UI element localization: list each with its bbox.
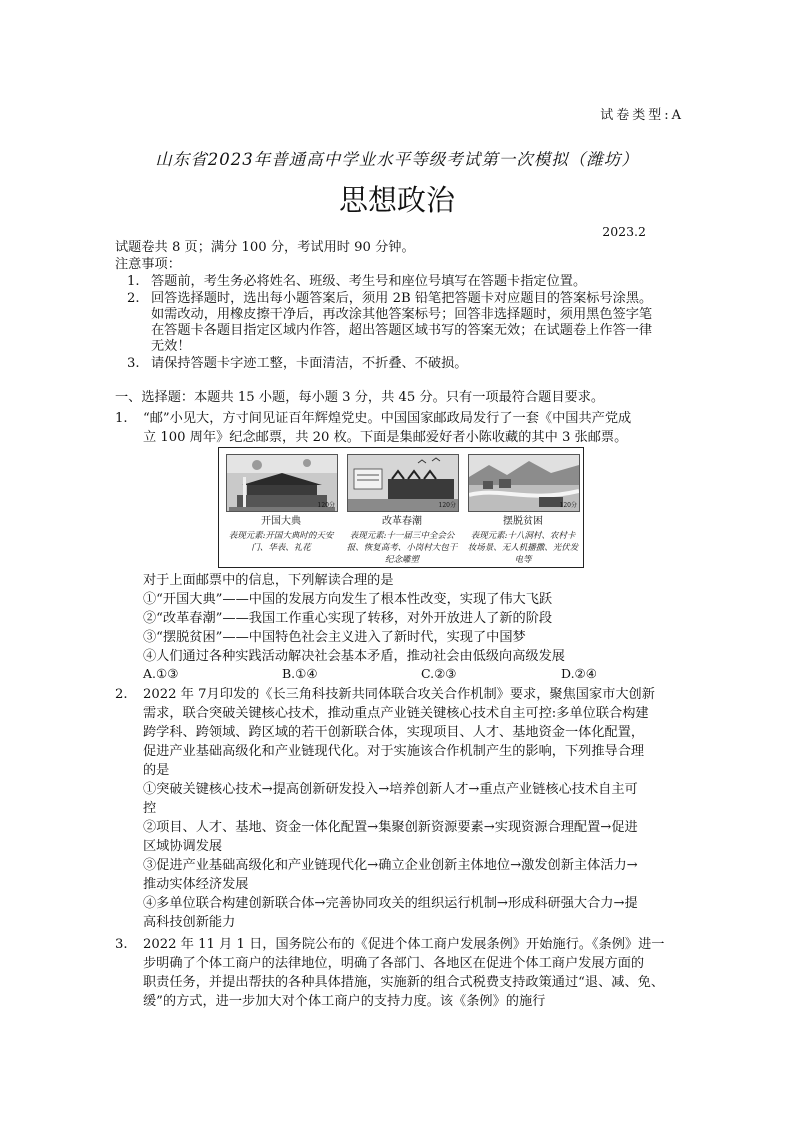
stamp-image bbox=[226, 454, 338, 512]
stamp-poverty-alleviation bbox=[465, 452, 581, 565]
notice-line: 请保持答题卡字迹工整，卡面清洁，不折叠、不破损。 bbox=[151, 356, 468, 371]
exam-title: 山东省2023年普通高中学业水平等级考试第一次模拟（潍坊） bbox=[155, 150, 639, 169]
choice-item: ③“摆脱贫困”——中国特色社会主义进入了新时代，实现了中国梦 bbox=[143, 630, 526, 645]
notice-number: 1. bbox=[127, 274, 140, 289]
section-heading: 一、选择题：本题共 15 小题，每小题 3 分，共 45 分。只有一项最符合题目要求。 bbox=[115, 390, 605, 405]
choice-item: ①“开国大典”——中国的发展方向发生了根本性改变，实现了伟大飞跃 bbox=[143, 592, 553, 607]
question-stem-line: 跨学科、跨领域、跨区域的若干创新联合体，实现项目、人才、基地资金一体化配置， bbox=[143, 725, 645, 740]
stamp-description: 表现元素:开国大典时的天安门、华表、礼花 bbox=[228, 531, 334, 553]
answer-option-a: A.①③ bbox=[143, 666, 179, 681]
stamp-figure bbox=[218, 447, 584, 568]
question-stem-line: 缓”的方式，进一步加大对个体工商户的支持力度。该《条例》的施行 bbox=[143, 994, 546, 1009]
question-stem-line: 需求，联合突破关键核心技术，推动重点产业链关键核心技术自主可控:多单位联合构建 bbox=[143, 706, 649, 721]
notice-line: 答题前，考生务必将姓名、班级、考生号和座位号填写在答题卡指定位置。 bbox=[151, 274, 587, 289]
question-stem-line: 立 100 周年》纪念邮票，共 20 枚。下面是集邮爱好者小陈收藏的其中 3 张邮票。 bbox=[143, 430, 628, 445]
choice-item: ①突破关键核心技术→提高创新研发投入→培养创新人才→重点产业链核心技术自主可 bbox=[143, 782, 638, 797]
exam-date: 2023.2 bbox=[602, 224, 646, 239]
stamp-description: 表现元素:十八洞村、农村卡妆场景、无人机播撒、光伏发电等 bbox=[467, 531, 579, 565]
stamp-title: 摆脱贫困 bbox=[503, 516, 543, 527]
notice-heading: 注意事项： bbox=[115, 257, 181, 272]
choice-item-continued: 控 bbox=[143, 801, 157, 816]
answer-option-c: C.②③ bbox=[421, 666, 457, 681]
stamp-denomination: 120分 bbox=[438, 502, 456, 509]
notice-line: 无效！ bbox=[151, 339, 191, 354]
stamp-title: 改革春潮 bbox=[382, 516, 422, 527]
stamp-founding-ceremony bbox=[223, 452, 339, 565]
answer-option-d: D.②④ bbox=[561, 666, 597, 681]
question-number: 2. bbox=[115, 687, 128, 702]
stamp-image bbox=[468, 454, 580, 512]
question-stem-line: 步明确了个体工商户的法律地位，明确了各部门、各地区在促进个体工商户发展方面的 bbox=[143, 956, 645, 971]
question-stem-line: 2022 年 7月印发的《长三角科技新共同体联合攻关合作机制》要求，聚焦国家市大创新 bbox=[143, 687, 655, 702]
stamp-description: 表现元素:十一届三中全会公报、恢复高考、小岗村大包干纪念雕塑 bbox=[346, 531, 458, 565]
stamp-denomination: 120分 bbox=[559, 502, 577, 509]
question-prompt: 对于上面邮票中的信息，下列解读合理的是 bbox=[143, 573, 394, 588]
choice-item: ③促进产业基础高级化和产业链现代化→确立企业创新主体地位→激发创新主体活力→ bbox=[143, 858, 638, 873]
stamp-denomination: 120分 bbox=[317, 502, 335, 509]
question-stem-line: 促进产业基础高级化和产业链现代化。对于实施该合作机制产生的影响，下列推导合理 bbox=[143, 744, 645, 759]
notice-number: 3. bbox=[127, 356, 140, 371]
choice-item-continued: 区域协调发展 bbox=[143, 839, 223, 854]
notice-line: 如需改动，用橡皮擦干净后，再改涂其他答案标号；回答非选择题时，须用黑色签字笔 bbox=[151, 307, 653, 322]
paper-type: 试卷类型:A bbox=[600, 108, 684, 123]
question-stem-line: 2022 年 11 月 1 日，国务院公布的《促进个体工商户发展条例》开始施行。《条例》进一 bbox=[143, 937, 665, 952]
stamp-title: 开国大典 bbox=[261, 516, 301, 527]
stamp-reform-tide bbox=[344, 452, 460, 565]
notice-line: 回答选择题时，选出每小题答案后，须用 2B 铅笔把答题卡对应题目的答案标号涂黑。 bbox=[151, 291, 653, 306]
choice-item-continued: 推动实体经济发展 bbox=[143, 877, 249, 892]
question-number: 3. bbox=[115, 937, 128, 952]
question-stem-line: 职责任务，并提出帮扶的各种具体措施，实施新的组合式税费支持政策通过“退、减、免、 bbox=[143, 975, 665, 990]
choice-item-continued: 高科技创新能力 bbox=[143, 915, 236, 930]
notice-number: 2. bbox=[127, 291, 140, 306]
question-stem-line: 的是 bbox=[143, 763, 170, 778]
choice-item: ④多单位联合构建创新联合体→完善协同攻关的组织运行机制→形成科研强大合力→提 bbox=[143, 896, 638, 911]
question-number: 1. bbox=[115, 411, 128, 426]
question-stem-line: “邮”小见大，方寸间见证百年辉煌党史。中国国家邮政局发行了一套《中国共产党成 bbox=[143, 411, 632, 426]
stamp-image bbox=[347, 454, 459, 512]
choice-item: ④人们通过各种实践活动解决社会基本矛盾，推动社会由低级向高级发展 bbox=[143, 649, 565, 664]
choice-item: ②项目、人才、基地、资金一体化配置→集聚创新资源要素→实现资源合理配置→促进 bbox=[143, 820, 638, 835]
answer-option-b: B.①④ bbox=[282, 666, 318, 681]
notice-line: 在答题卡各题目指定区域内作答，超出答题区域书写的答案无效；在试题卷上作答一律 bbox=[151, 323, 653, 338]
exam-info: 试题卷共 8 页；满分 100 分，考试用时 90 分钟。 bbox=[115, 240, 415, 255]
subject-title: 思想政治 bbox=[338, 183, 455, 217]
choice-item: ②“改革春潮”——我国工作重心实现了转移，对外开放进人了新的阶段 bbox=[143, 611, 553, 626]
